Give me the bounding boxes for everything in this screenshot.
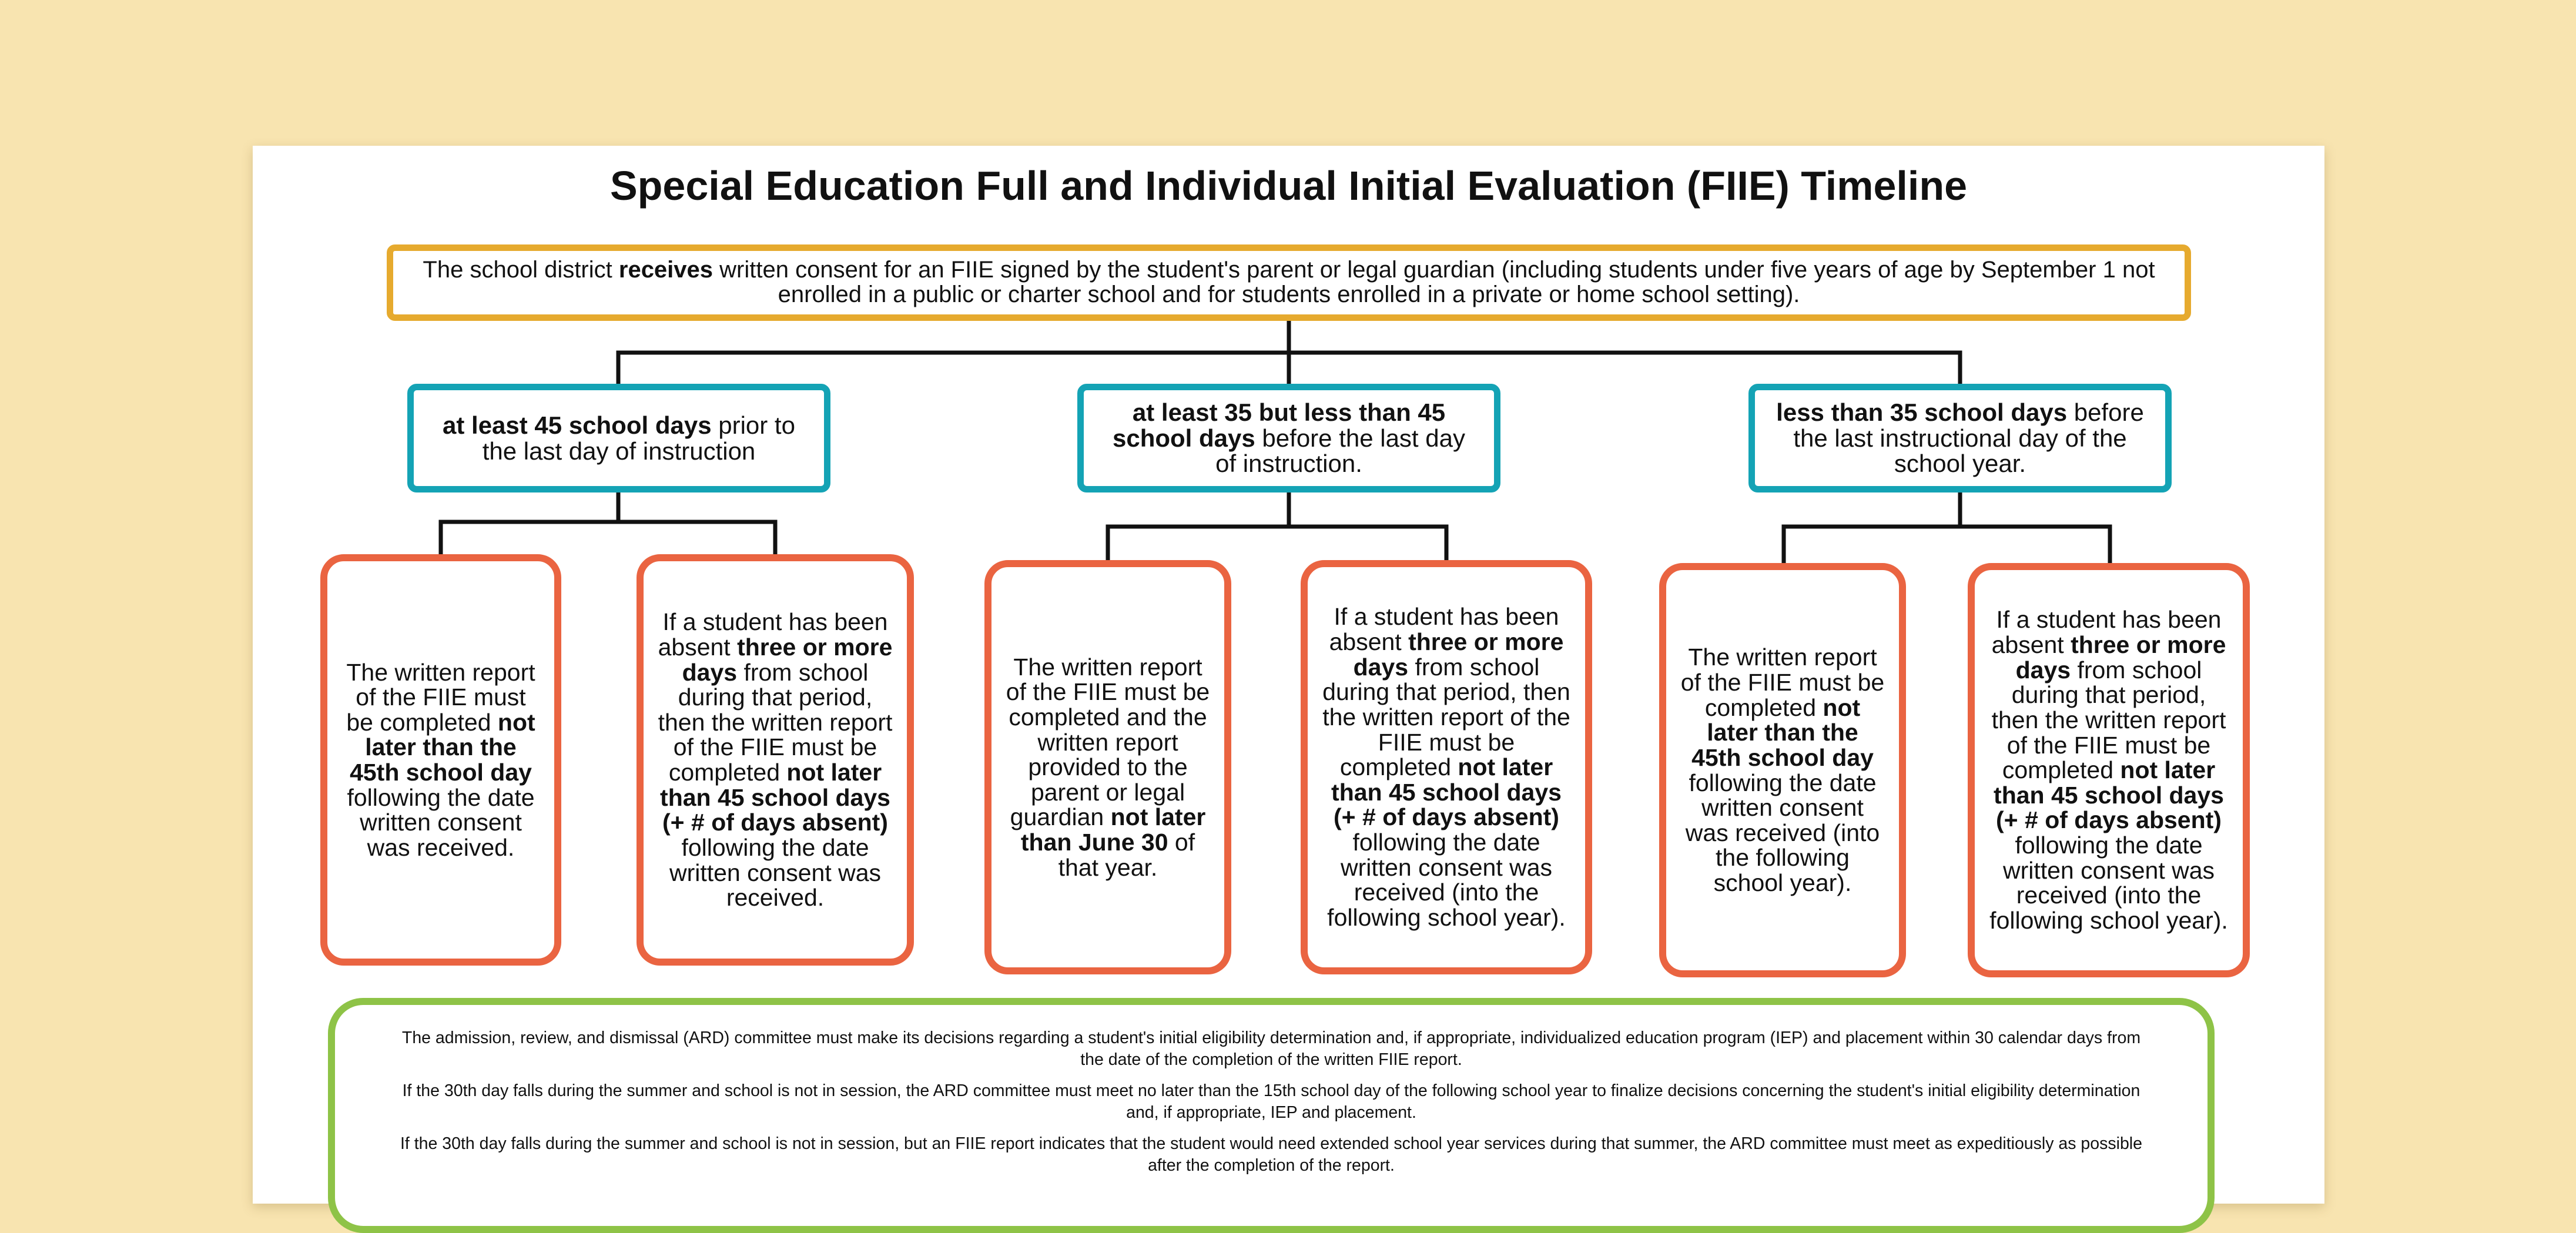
- branch-under-35-days-box: [1748, 384, 2172, 492]
- leaf-45-days-absent: [637, 554, 914, 966]
- leaf-text: The written report of the FIIE must be completed not later than the 45th school day following the date written consent was received.: [346, 658, 535, 861]
- leaf-text: If a student has been absent three or more days from school during that period, then the written report of the FIIE must be completed not later than 45 school days (+ # of days absent) following the date written consent was received.: [658, 608, 893, 912]
- ard-paragraph-2: If the 30th day falls during the summer and school is not in session, the ARD committee must meet no later than the 15th school day of the following school year to finalize decisions concerning the student's initial eligibility determination and, if appropriate, IEP and placement.: [402, 1081, 2140, 1123]
- leaf-under-35-days-standard: [1659, 563, 1906, 977]
- leaf-45-days-standard: [320, 554, 561, 966]
- consent-received-box: [387, 244, 2191, 321]
- leaf-text: The written report of the FIIE must be completed and the written report provided to the parent or legal guardian not later than June 30 of that year.: [1006, 653, 1210, 881]
- ard-paragraph-3: If the 30th day falls during the summer and school is not in session, but an FIIE report indicates that the student would need extended school year services during that summer, the ARD committee must meet as expeditiously as possible after the completion of the report.: [400, 1134, 2142, 1175]
- leaf-text: If a student has been absent three or more days from school during that period, then the written report of the FIIE must be completed not later than 45 school days (+ # of days absent) following the date written consent was received (into the following school year).: [1322, 603, 1570, 931]
- branch-45-days-box: [407, 384, 830, 492]
- branch-under-35-days-text: less than 35 school days before the last instructional day of the school year.: [1776, 398, 2144, 478]
- leaf-text: If a student has been absent three or more days from school during that period, then the written report of the FIIE must be completed not later than 45 school days (+ # of days absent) following the date written consent was received (into the following school year).: [1989, 606, 2228, 934]
- leaf-35-45-days-absent: [1301, 560, 1592, 974]
- ard-committee-box: [328, 998, 2215, 1233]
- page-title: Special Education Full and Individual Initial Evaluation (FIIE) Timeline: [609, 163, 1968, 209]
- leaf-under-35-days-absent: [1968, 563, 2250, 977]
- consent-received-text: The school district receives written consent for an FIIE signed by the student's parent or legal guardian (including students under five years of age by September 1 not enrolled in a public or charter school and for students enrolled in a private or home school setting).: [423, 257, 2155, 307]
- leaf-35-45-days-standard: [984, 560, 1231, 974]
- document-page: [253, 146, 2324, 1204]
- ard-paragraph-1: The admission, review, and dismissal (ARD) committee must make its decisions regarding a student's initial eligibility determination and, if appropriate, individualized education program (IEP) and placement within 30 calendar days from the date of the completion of the written FIIE report.: [401, 1028, 2141, 1070]
- leaf-text: The written report of the FIIE must be completed not later than the 45th school day following the date written consent was received (into the following school year).: [1680, 644, 1885, 896]
- branch-35-45-days-box: [1077, 384, 1500, 492]
- branch-35-45-days-text: at least 35 but less than 45 school days before the last day of instruction.: [1113, 398, 1465, 478]
- branch-45-days-text: at least 45 school days prior to the last day of instruction: [443, 411, 795, 465]
